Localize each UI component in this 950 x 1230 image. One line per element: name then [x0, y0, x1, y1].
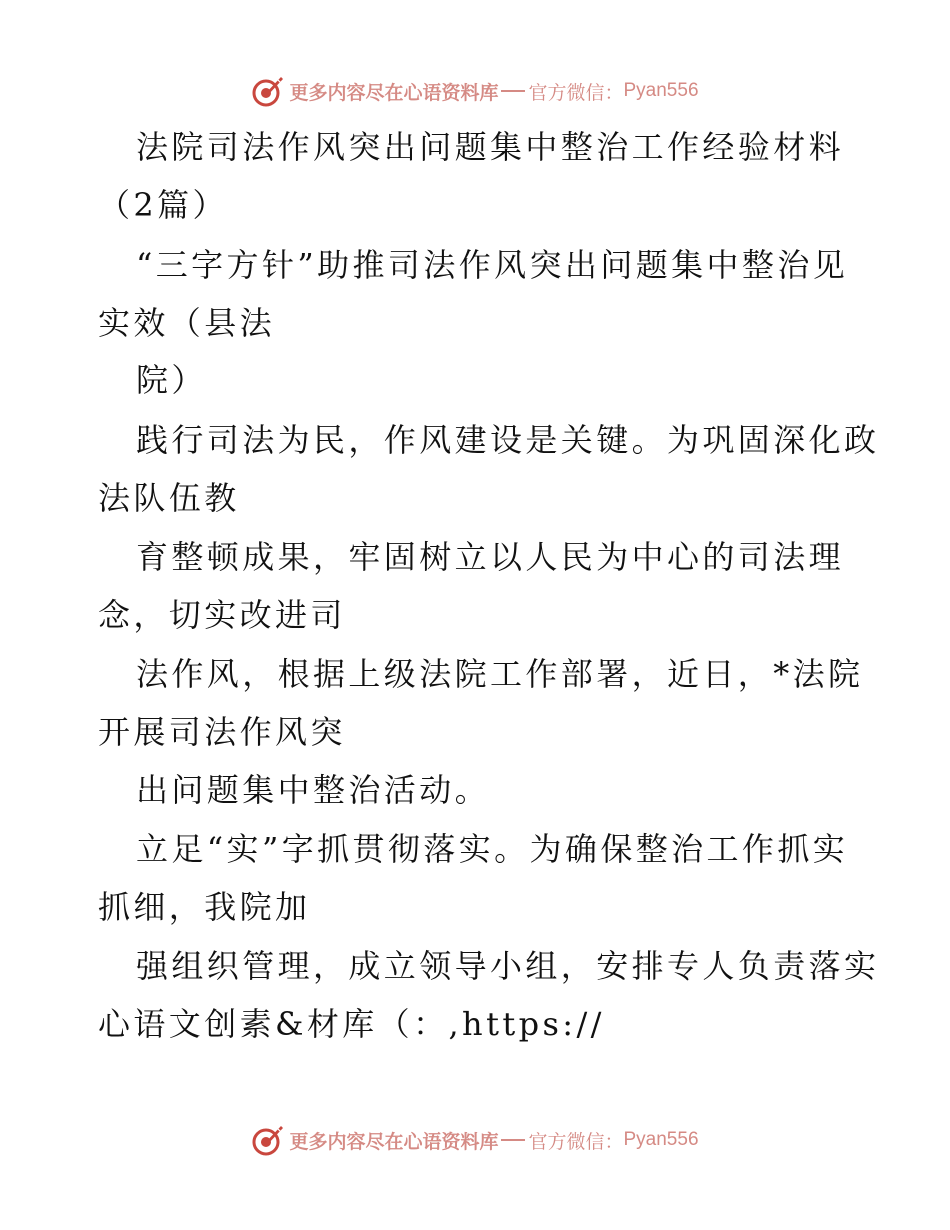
footer-banner: [0, 1120, 950, 1160]
doc-paragraph-line: 强组织管理，成立领导小组，安排专人负责落实: [136, 947, 880, 985]
doc-paragraph-line: 念，切实改进司: [98, 596, 346, 634]
doc-paragraph-line: 开展司法作风突: [98, 713, 346, 751]
doc-subtitle-line-2: 实效（县法: [98, 304, 276, 342]
header-promo-text: 更多内容尽在心语资料库: [289, 81, 499, 104]
quill-logo-icon: [251, 1123, 285, 1157]
doc-title-line-2: （2篇）: [98, 186, 228, 224]
doc-subtitle-line-1: “三字方针”助推司法作风突出问题集中整治见: [136, 246, 849, 284]
doc-subtitle-line-3: 院）: [136, 361, 207, 399]
doc-paragraph-line: 心语文创素&材库（：,https://: [98, 1005, 605, 1043]
footer-contact-label: 官方微信：: [528, 1130, 624, 1153]
header-banner: [0, 71, 950, 111]
doc-paragraph-line: 践行司法为民，作风建设是关键。为巩固深化政: [136, 421, 880, 459]
footer-divider: [501, 1139, 525, 1141]
doc-title-line-1: 法院司法作风突出问题集中整治工作经验材料: [136, 128, 845, 166]
footer-promo-text: 更多内容尽在心语资料库: [289, 1130, 499, 1153]
header-contact-label: 官方微信：: [528, 81, 624, 104]
doc-paragraph-line: 法作风，根据上级法院工作部署，近日，*法院: [136, 655, 864, 693]
header-wechat-id: Pyan556: [623, 80, 699, 101]
doc-paragraph-line: 抓细，我院加: [98, 888, 311, 926]
quill-logo-icon: [251, 74, 285, 108]
doc-paragraph-line: 育整顿成果，牢固树立以人民为中心的司法理: [136, 538, 845, 576]
doc-paragraph-line: 法队伍教: [98, 479, 240, 517]
header-divider: [501, 90, 525, 92]
doc-paragraph-line: 立足“实”字抓贯彻落实。为确保整治工作抓实: [136, 830, 849, 868]
doc-paragraph-line: 出问题集中整治活动。: [136, 771, 491, 809]
footer-wechat-id: Pyan556: [623, 1129, 699, 1150]
